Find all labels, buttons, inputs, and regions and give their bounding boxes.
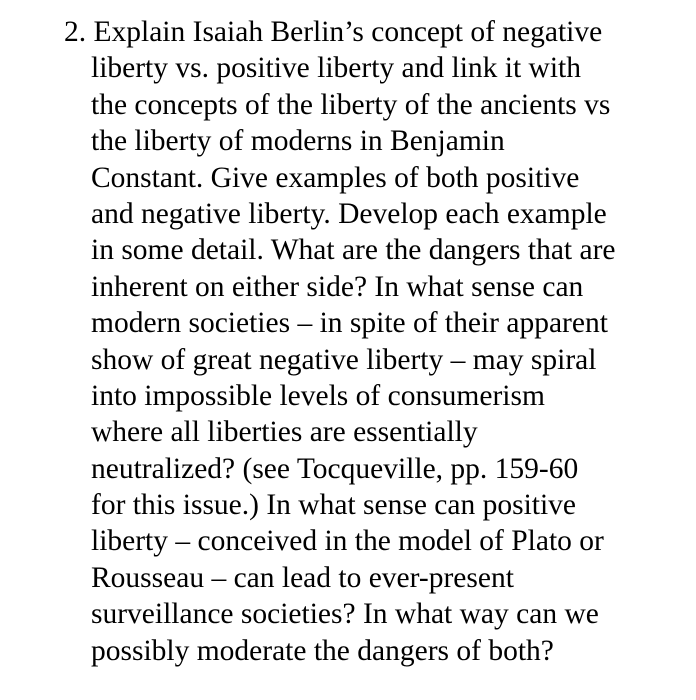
question-line: surveillance societies? In what way can we bbox=[91, 598, 599, 631]
question-line: Constant. Give examples of both positive bbox=[91, 161, 580, 194]
question-line: liberty – conceived in the model of Plato or bbox=[91, 525, 604, 558]
question-line: into impossible levels of consumerism bbox=[91, 379, 545, 412]
question-line: where all liberties are essentially bbox=[91, 416, 478, 449]
question-line: neutralized? (see Tocqueville, pp. 159-60 bbox=[91, 452, 579, 485]
question-line: Rousseau – can lead to ever-present bbox=[91, 561, 514, 594]
question-line: liberty vs. positive liberty and link it with bbox=[91, 52, 581, 85]
question-line: the liberty of moderns in Benjamin bbox=[91, 125, 505, 158]
question-line: 2. Explain Isaiah Berlin’s concept of negative bbox=[64, 16, 603, 48]
question-line: and negative liberty. Develop each example bbox=[91, 197, 607, 230]
question-line: possibly moderate the dangers of both? bbox=[91, 634, 554, 667]
question-line: show of great negative liberty – may spiral bbox=[91, 343, 597, 376]
question-line: for this issue.) In what sense can positive bbox=[91, 489, 577, 522]
question-2-text bbox=[64, 14, 684, 669]
question-line: inherent on either side? In what sense can bbox=[91, 270, 584, 303]
question-line: in some detail. What are the dangers that are bbox=[91, 234, 616, 267]
question-line: modern societies – in spite of their apparent bbox=[91, 307, 608, 340]
question-line: the concepts of the liberty of the ancients vs bbox=[91, 88, 611, 121]
